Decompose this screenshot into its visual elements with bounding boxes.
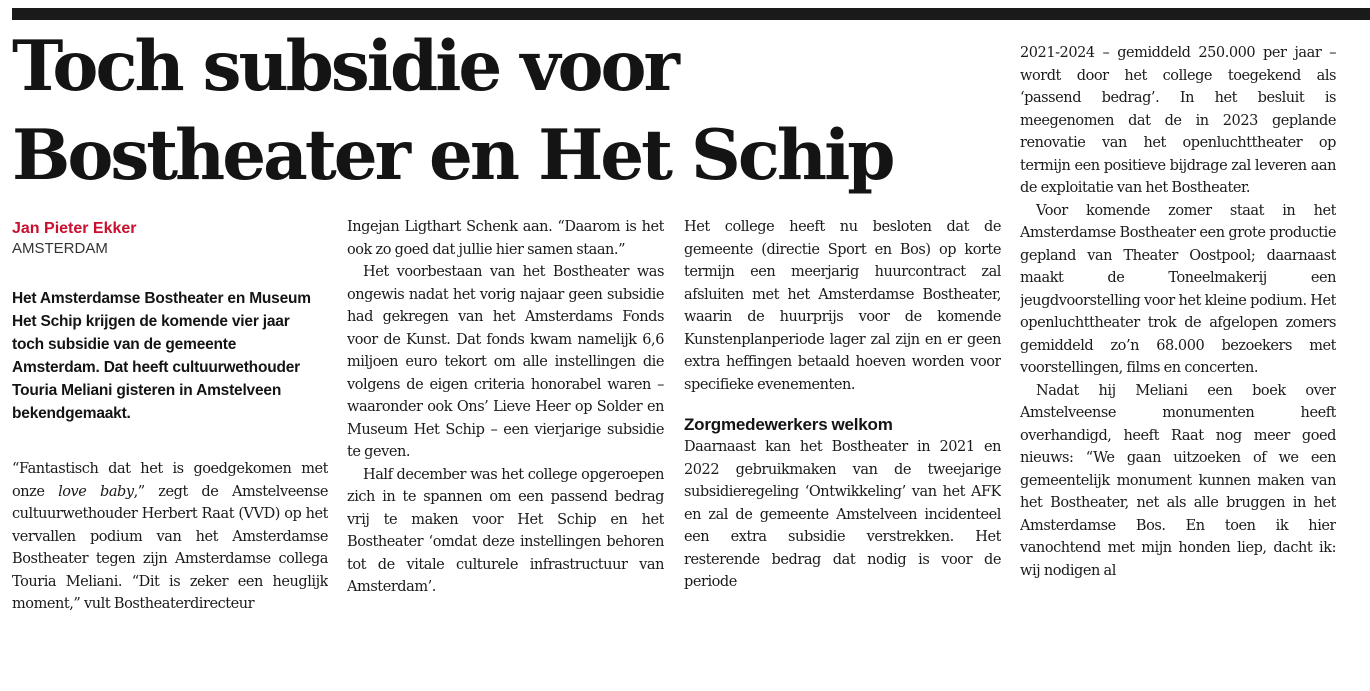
byline-location: AMSTERDAM [12, 240, 108, 257]
emphasis-text: love baby [58, 483, 134, 500]
article-lead: Het Amsterdamse Bostheater en Museum Het Schip krijgen de komende vier jaar toch subsidie van de gemeente Amsterdam. Dat heeft cultuurwethouder Touria Meliani gisteren in Amstelveen bekendgemaakt. [12, 290, 311, 422]
paragraph: Half december was het college opgeroepen zich in te spannen om een passend bedrag vrij te maken voor Het Schip en het Bostheater ‘omdat deze instellingen behoren tot de vitale culturele infrastructuur van Amsterdam’. [347, 466, 664, 595]
byline [12, 218, 332, 259]
text-column-4 [1020, 42, 1336, 634]
text-column-3 [684, 216, 1001, 634]
article-headline [12, 22, 1002, 200]
text-run: ,” zegt de Amstelveense cultuurwethouder Herbert Raat (VVD) op het vervallen podium van het Amsterdamse Bostheater tegen zijn Amsterdamse collega Touria Meliani. “Dit is zeker een heuglijk moment,” vult Bostheaterdirecteur [12, 483, 328, 612]
headline-line-2: Bostheater en Het Schip [12, 115, 893, 196]
paragraph [12, 458, 328, 616]
text-run: “Fantastisch dat het is goedgekomen met onze [12, 461, 328, 500]
paragraph: Het college heeft nu besloten dat de gemeente (directie Sport en Bos) op korte termijn een meerjarig huurcontract zal afsluiten met het Amsterdamse Bostheater, waarin de huurprijs voor de komende Kunstenplanperiode lager zal zijn en er geen extra heffingen betaald hoeven worden voor specifieke evenementen. [684, 219, 1001, 393]
paragraph: Het voorbestaan van het Bostheater was ongewis nadat het vorig najaar geen subsidie had gekregen van het Amsterdams Fonds voor de Kunst. Dat fonds kwam namelijk 6,6 miljoen euro tekort om alle instellingen die volgens de eigen criteria honorabel waren – waaronder ook Ons’ Lieve Heer op Solder en Museum Het Schip – een vierjarige subsidie te geven. [347, 264, 664, 460]
paragraph: Voor komende zomer staat in het Amsterdamse Bostheater een grote productie gepland van Theater Oostpool; daarnaast maakt de Toneelmakerij een jeugdvoorstelling voor het kleine podium. Het openluchttheater trok de afgelopen zomers gemiddeld zo’n 68.000 bezoekers met voorstellingen, films en concerten. [1020, 202, 1336, 376]
headline-line-1: Toch subsidie voor [12, 26, 677, 107]
text-column-2 [347, 216, 664, 634]
paragraph: Ingejan Ligthart Schenk aan. “Daarom is het ook zo goed dat jullie hier samen staan.” [347, 219, 664, 258]
paragraph: Daarnaast kan het Bostheater in 2021 en 2022 gebruikmaken van de tweejarige subsidieregeling ‘Ontwikkeling’ van het AFK en zal de gemeente Amstelveen incidenteel een extra subsidie verstrekken. Het resterende bedrag dat nodig is voor de periode [684, 439, 1001, 590]
paragraph: Nadat hij Meliani een boek over Amstelveense monumenten heeft overhandigd, heeft Raat nog meer goed nieuws: “We gaan uitzoeken of we een gemeentelijk monument kunnen maken van het Bostheater, net als alle bruggen in het Amsterdamse Bos. En toen ik hier vanochtend met mijn honden liep, dacht ik: wij nodigen al [1020, 382, 1336, 579]
text-column-1 [12, 458, 328, 634]
paragraph: 2021-2024 – gemiddeld 250.000 per jaar – wordt door het college toegekend als ‘passend bedrag’. In het besluit is meegenomen dat de in 2023 geplande renovatie van het openluchttheater op termijn een positieve bijdrage zal leveren aan de exploitatie van het Bostheater. [1020, 45, 1336, 196]
byline-author: Jan Pieter Ekker [12, 220, 137, 237]
header-rule [12, 8, 1370, 20]
section-subheading: Zorgmedewerkers welkom [684, 415, 893, 434]
